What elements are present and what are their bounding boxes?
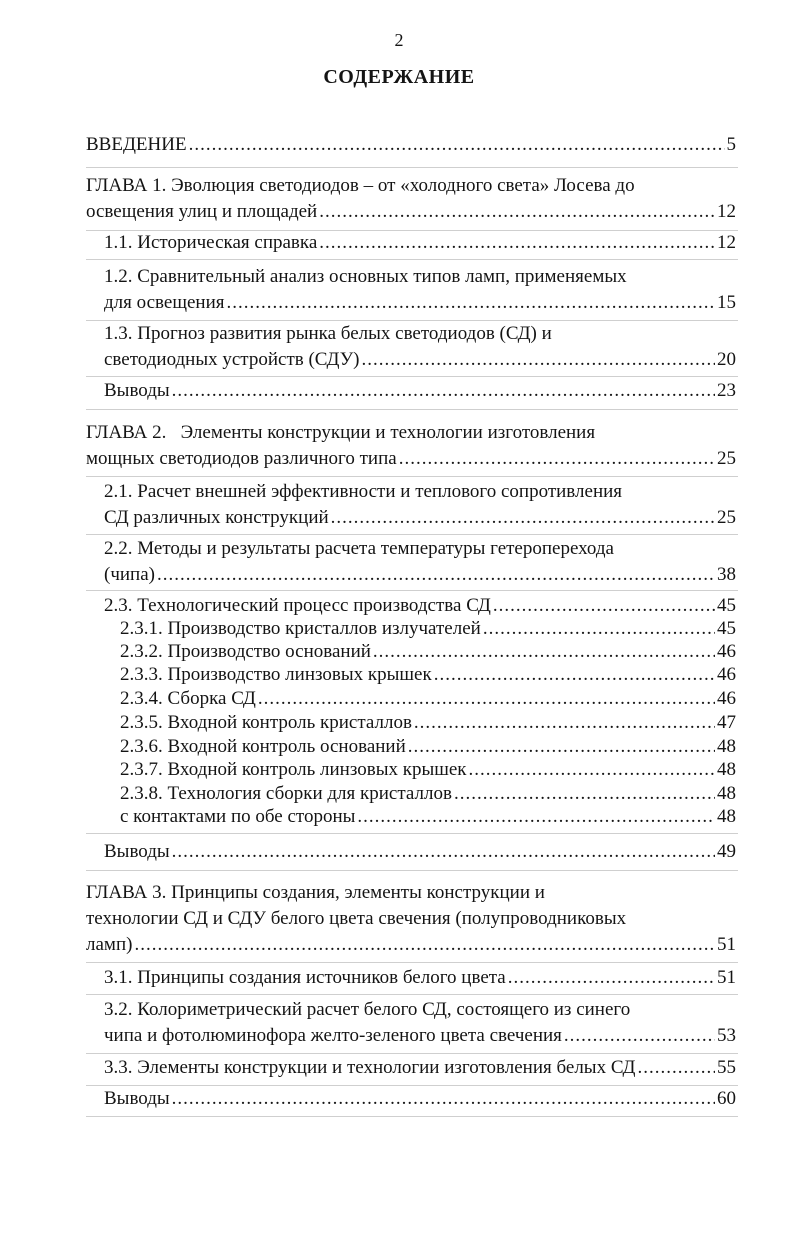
toc-leader bbox=[226, 290, 715, 316]
toc-leader bbox=[319, 230, 715, 256]
toc-entry-2-3-7[interactable] bbox=[120, 757, 736, 783]
toc-entry-title: ГЛАВА 2. Элементы конструкции и технологии изготовления bbox=[86, 422, 596, 443]
toc-entry-title: освещения улиц и площадей bbox=[86, 201, 318, 222]
toc-entry-title: 2.3. Технологический процесс производства СД bbox=[104, 595, 491, 616]
toc-entry-ch2-conclusions[interactable] bbox=[104, 839, 736, 865]
toc-entry-page: 15 bbox=[717, 292, 736, 313]
toc-entry-page: 5 bbox=[726, 134, 736, 155]
divider bbox=[86, 409, 738, 410]
toc-leader bbox=[508, 965, 715, 991]
toc-entry-title: технологии СД и СДУ белого цвета свечения (полупроводниковых bbox=[86, 908, 627, 929]
toc-entry-2-1[interactable] bbox=[104, 479, 798, 505]
divider bbox=[86, 476, 738, 477]
toc-entry-page: 46 bbox=[717, 664, 736, 685]
toc-entry-1-2-cont[interactable] bbox=[104, 290, 736, 316]
toc-entry-title: Выводы bbox=[104, 841, 170, 862]
toc-entry-2-1-cont[interactable] bbox=[104, 505, 736, 531]
toc-entry-page: 46 bbox=[717, 641, 736, 662]
toc-entry-page: 45 bbox=[717, 595, 736, 616]
toc-entry-3-1[interactable] bbox=[104, 965, 736, 991]
toc-leader bbox=[357, 804, 715, 830]
toc-entry-chapter-2-cont[interactable] bbox=[86, 446, 736, 472]
toc-entry-page: 49 bbox=[717, 841, 736, 862]
toc-entry-ch1-conclusions[interactable] bbox=[104, 378, 736, 404]
toc-entry-title: Выводы bbox=[104, 1088, 170, 1109]
divider bbox=[86, 833, 738, 834]
divider bbox=[86, 1116, 738, 1117]
divider bbox=[86, 167, 738, 168]
toc-entry-page: 53 bbox=[717, 1025, 736, 1046]
divider bbox=[86, 534, 738, 535]
toc-entry-title: ламп) bbox=[86, 934, 133, 955]
toc-entry-title: 2.3.1. Производство кристаллов излучателей bbox=[120, 618, 481, 639]
toc-entry-chapter-2[interactable] bbox=[86, 420, 798, 446]
toc-entry-page: 12 bbox=[717, 232, 736, 253]
toc-entry-title: ГЛАВА 1. Эволюция светодиодов – от «холодного света» Лосева до bbox=[86, 175, 635, 196]
divider bbox=[86, 259, 738, 260]
divider bbox=[86, 590, 738, 591]
toc-entry-page: 51 bbox=[717, 934, 736, 955]
divider bbox=[86, 994, 738, 995]
toc-entry-title: ВВЕДЕНИЕ bbox=[86, 134, 187, 155]
toc-entry-1-3-cont[interactable] bbox=[104, 347, 736, 373]
toc-leader bbox=[319, 199, 715, 225]
toc-entry-1-2[interactable] bbox=[104, 264, 798, 290]
toc-leader bbox=[414, 710, 715, 736]
toc-entry-page: 48 bbox=[717, 783, 736, 804]
toc-leader bbox=[258, 686, 715, 712]
toc-leader bbox=[189, 132, 725, 158]
toc-entry-title: 3.2. Колориметрический расчет белого СД, состоящего из синего bbox=[104, 999, 631, 1020]
toc-entry-title: 2.3.7. Входной контроль линзовых крышек bbox=[120, 759, 467, 780]
toc-entry-2-2-cont[interactable] bbox=[104, 562, 736, 588]
toc-leader bbox=[172, 378, 715, 404]
toc-entry-title: 1.2. Сравнительный анализ основных типов ламп, применяемых bbox=[104, 266, 627, 287]
toc-leader bbox=[331, 505, 715, 531]
toc-entry-2-3-5[interactable] bbox=[120, 710, 736, 736]
toc-entry-chapter-1[interactable] bbox=[86, 173, 798, 199]
toc-leader bbox=[564, 1023, 715, 1049]
toc-entry-title: Выводы bbox=[104, 380, 170, 401]
toc-entry-title: 1.1. Историческая справка bbox=[104, 232, 318, 253]
toc-entry-title: 3.3. Элементы конструкции и технологии изготовления белых СД bbox=[104, 1057, 636, 1078]
page-number: 2 bbox=[394, 30, 404, 50]
toc-entry-title: светодиодных устройств (СДУ) bbox=[104, 349, 360, 370]
toc-entry-3-2-cont[interactable] bbox=[104, 1023, 736, 1049]
toc-entry-title: (чипа) bbox=[104, 564, 155, 585]
toc-entry-page: 38 bbox=[717, 564, 736, 585]
toc-entry-page: 12 bbox=[717, 201, 736, 222]
page-title: СОДЕРЖАНИЕ bbox=[323, 66, 475, 88]
toc-entry-title: 3.1. Принципы создания источников белого цвета bbox=[104, 967, 506, 988]
toc-entry-page: 48 bbox=[717, 806, 736, 827]
toc-entry-2-3-3[interactable] bbox=[120, 662, 736, 688]
toc-entry-title: 2.3.6. Входной контроль оснований bbox=[120, 736, 406, 757]
toc-entry-chapter-1-cont[interactable] bbox=[86, 199, 736, 225]
toc-entry-title: 2.3.5. Входной контроль кристаллов bbox=[120, 712, 412, 733]
toc-entry-title: чипа и фотолюминофора желто-зеленого цвета свечения bbox=[104, 1025, 562, 1046]
toc-entry-page: 25 bbox=[717, 507, 736, 528]
toc-entry-2-2[interactable] bbox=[104, 536, 798, 562]
toc-entry-2-3-4[interactable] bbox=[120, 686, 736, 712]
toc-entry-title: 2.3.3. Производство линзовых крышек bbox=[120, 664, 432, 685]
divider bbox=[86, 870, 738, 871]
toc-leader bbox=[399, 446, 715, 472]
toc-entry-intro[interactable] bbox=[86, 132, 736, 158]
toc-entry-page: 48 bbox=[717, 759, 736, 780]
toc-leader bbox=[134, 932, 715, 958]
toc-entry-title: 2.2. Методы и результаты расчета температуры гетероперехода bbox=[104, 538, 614, 559]
toc-entry-1-1[interactable] bbox=[104, 230, 736, 256]
toc-entry-page: 23 bbox=[717, 380, 736, 401]
toc-leader bbox=[172, 839, 715, 865]
toc-entry-chapter-3-cont[interactable] bbox=[86, 906, 798, 932]
toc-leader bbox=[157, 562, 715, 588]
toc-leader bbox=[469, 757, 715, 783]
toc-leader bbox=[172, 1086, 715, 1112]
toc-entry-title: мощных светодиодов различного типа bbox=[86, 448, 397, 469]
toc-entry-title: для освещения bbox=[104, 292, 225, 313]
toc-entry-ch3-conclusions[interactable] bbox=[104, 1086, 736, 1112]
toc-entry-page: 48 bbox=[717, 736, 736, 757]
toc-entry-page: 45 bbox=[717, 618, 736, 639]
toc-entry-title: 1.3. Прогноз развития рынка белых светодиодов (СД) и bbox=[104, 323, 552, 344]
toc-entry-page: 55 bbox=[717, 1057, 736, 1078]
toc-entry-title: с контактами по обе стороны bbox=[120, 806, 356, 827]
toc-entry-page: 20 bbox=[717, 349, 736, 370]
toc-entry-title: СД различных конструкций bbox=[104, 507, 329, 528]
toc-leader bbox=[434, 662, 715, 688]
toc-entry-2-3-8-cont[interactable] bbox=[120, 804, 736, 830]
divider bbox=[86, 1053, 738, 1054]
toc-entry-title: ГЛАВА 3. Принципы создания, элементы конструкции и bbox=[86, 882, 545, 903]
toc-entry-3-3[interactable] bbox=[104, 1055, 736, 1081]
toc-leader bbox=[638, 1055, 715, 1081]
toc-entry-title: 2.1. Расчет внешней эффективности и теплового сопротивления bbox=[104, 481, 623, 502]
toc-entry-title: 2.3.4. Сборка СД bbox=[120, 688, 256, 709]
toc-entry-title: 2.3.8. Технология сборки для кристаллов bbox=[120, 783, 452, 804]
divider bbox=[86, 376, 738, 377]
toc-entry-page: 46 bbox=[717, 688, 736, 709]
toc-entry-chapter-3-cont2[interactable] bbox=[86, 932, 736, 958]
toc-entry-3-2[interactable] bbox=[104, 997, 798, 1023]
toc-entry-page: 51 bbox=[717, 967, 736, 988]
toc-entry-chapter-3[interactable] bbox=[86, 880, 798, 906]
toc-entry-page: 25 bbox=[717, 448, 736, 469]
divider bbox=[86, 962, 738, 963]
toc-leader bbox=[362, 347, 716, 373]
toc-entry-title: 2.3.2. Производство оснований bbox=[120, 641, 371, 662]
toc-entry-1-3[interactable] bbox=[104, 321, 798, 347]
toc-entry-page: 60 bbox=[717, 1088, 736, 1109]
toc-entry-page: 47 bbox=[717, 712, 736, 733]
